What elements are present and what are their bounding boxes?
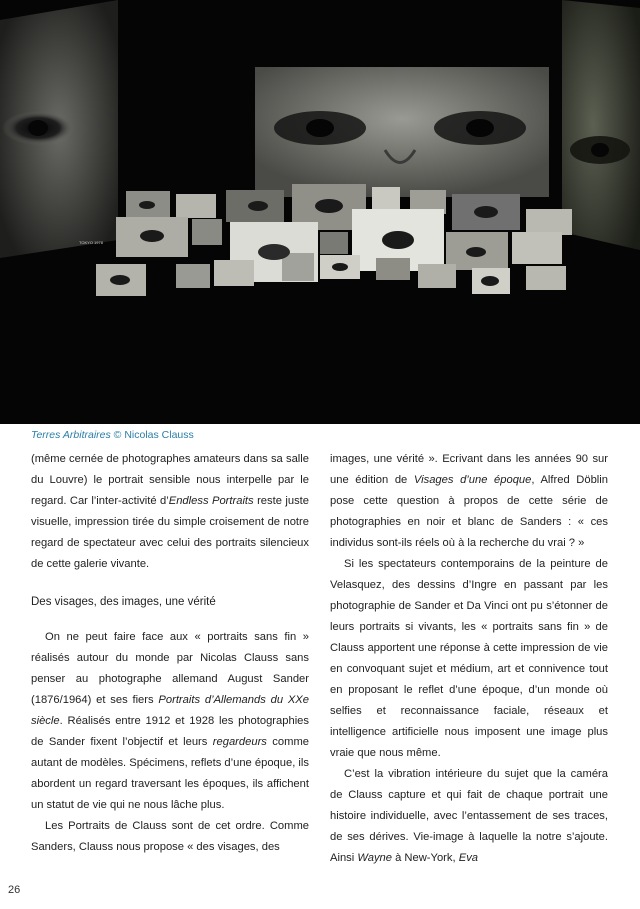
right-column <box>330 449 608 869</box>
paragraph: C’est la vibration intérieure du sujet que la caméra de Clauss capture et qui fait de chaque portrait une histoire individuelle, avec l’entassement de ses traces, de ses dérives. Vie-image à laquelle la notre s’ajoute. Ainsi Wayne à New-York, Eva <box>330 768 608 864</box>
paragraph: Si les spectateurs contemporains de la peinture de Velasquez, des dessins d’Ingre en passant par les photographie de Sander et Da Vinci ont pu s’étonner de leurs portraits si vivants, les « portraits sans fin » de Clauss apportent une réponse à cette impression de vie en convoquant sujet et médium, art et connivence tout en proposant le reflet d’une époque, d’un monde où selfies et reconnaissance faciale, réseaux et intelligence artificielle nous imposent une image plus vraie que nous même. <box>330 558 608 759</box>
page-number: 26 <box>8 884 21 896</box>
photo-illustration <box>0 0 640 424</box>
caption-credit: © Nicolas Clauss <box>110 429 194 441</box>
right-wall-screen <box>562 0 640 250</box>
paragraph: On ne peut faire face aux « portraits sans fin » réalisés autour du monde par Nicolas Clauss sans penser au photographe allemand August Sander (1876/1964) et ses fiers Portraits d’Allemands du XXe siècle. Réalisés entre 1912 et 1928 les photographies de Sander fixent l’objectif et leurs regardeurs comme autant de modèles. Spécimens, reflets d’une époque, ils abordent un regard traversant les époques, ils affichent un statut de vie qui ne nous lâche plus. <box>31 631 309 811</box>
section-heading: Des visages, des images, une vérité <box>31 596 216 608</box>
paragraph: (même cernée de photographes amateurs dans sa salle du Louvre) le portrait sensible nous interpelle par le regard. Car l’inter-activité d’Endless Portraits reste juste visuelle, impression tirée du simple croisement de notre regard de spectateur avec celui des portraits silencieux de cette galerie vivante. <box>31 453 309 570</box>
installation-photo <box>0 0 640 424</box>
paragraph: Les Portraits de Clauss sont de cet ordre. Comme Sanders, Clauss nous propose « des visages, des <box>31 820 309 853</box>
photo-caption <box>31 429 194 441</box>
paragraph: images, une vérité ». Ecrivant dans les années 90 sur une édition de Visages d’une époque, Alfred Döblin pose cette question à propos de cette série de photographies en noir et blanc de Sanders : « ces individus sont-ils réels où à la recherche du vrai ? » <box>330 453 608 549</box>
caption-title: Terres Arbitraires <box>31 429 111 441</box>
photo-label: TOKYO 1978 <box>79 240 103 245</box>
left-column <box>31 449 309 858</box>
